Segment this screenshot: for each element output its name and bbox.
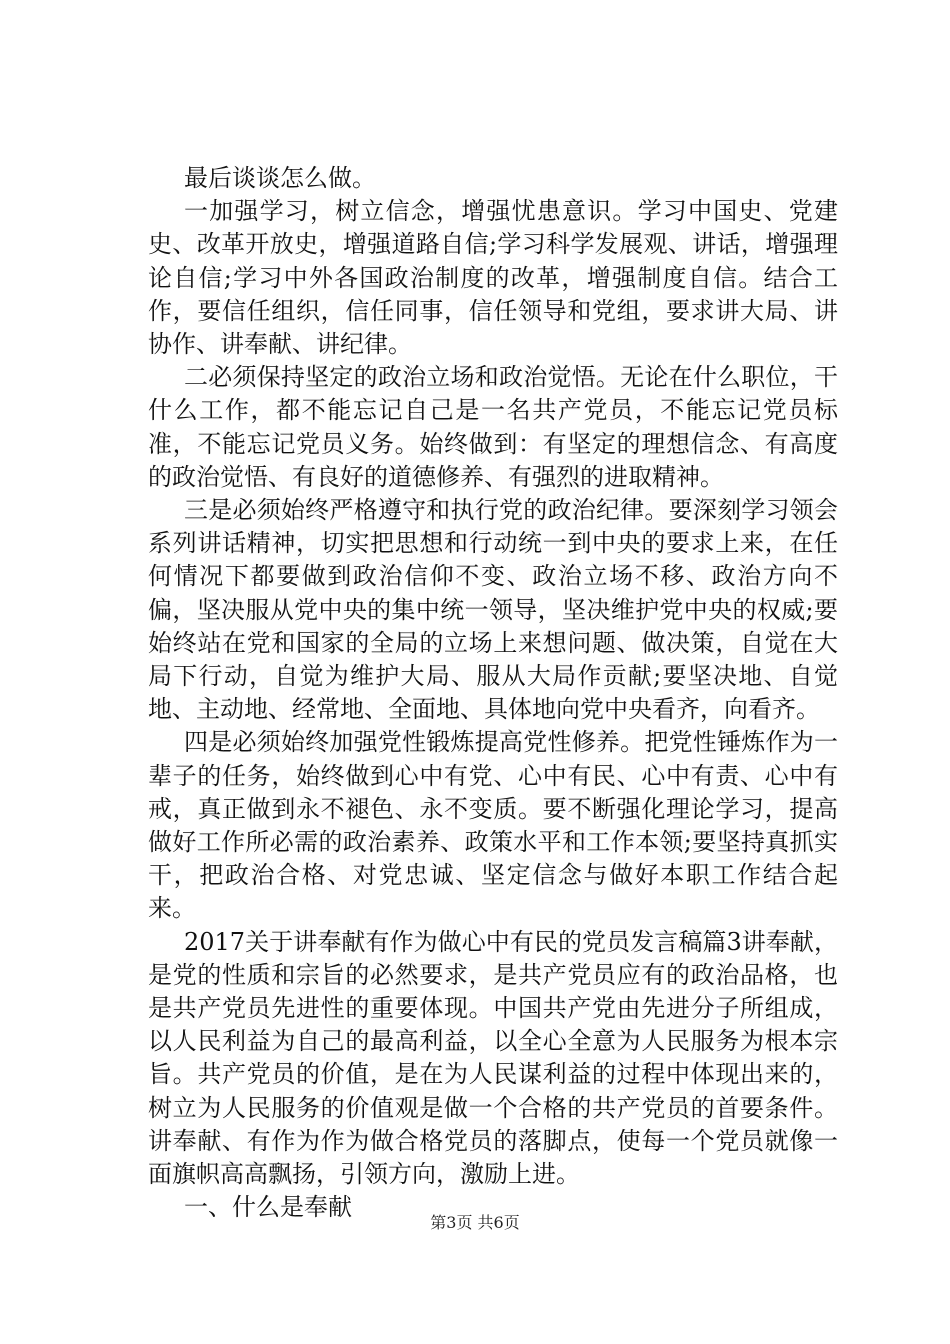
section-heading-what-is-dedication: 一、什么是奉献 xyxy=(184,1193,352,1222)
paragraph-point-one: 一加强学习，树立信念，增强忧患意识。学习中国史、党建史、改革开放史，增强道路自信;学习科学发展观、讲话，增强理论自信;学习中外各国政治制度的改革，增强制度自信。结合工作，要信任组织，信任同事，信任领导和党组，要求讲大局、讲协作、讲奉献、讲纪律。 xyxy=(148,197,838,359)
paragraph-point-two: 二必须保持坚定的政治立场和政治觉悟。无论在什么职位，干什么工作，都不能忘记自己是一名共产党员，不能忘记党员标准，不能忘记党员义务。始终做到：有坚定的理想信念、有高度的政治觉悟、有良好的道德修养、有强烈的进取精神。 xyxy=(148,363,838,491)
paragraph-point-three: 三是必须始终严格遵守和执行党的政治纪律。要深刻学习领会系列讲话精神，切实把思想和行动统一到中央的要求上来，在任何情况下都要做到政治信仰不变、政治立场不移、政治方向不偏，坚决服从党中央的集中统一领导，坚决维护党中央的权威;要始终站在党和国家的全局的立场上来想问题、做决策，自觉在大局下行动，自觉为维护大局、服从大局作贡献;要坚决地、自觉地、主动地、经常地、全面地、具体地向党中央看齐，向看齐。 xyxy=(148,496,838,724)
document-body xyxy=(148,162,838,1225)
paragraph-how-to-do: 最后谈谈怎么做。 xyxy=(184,164,376,192)
page-footer: 第3页 共6页 xyxy=(430,1213,520,1232)
paragraph-article-three: 2017关于讲奉献有作为做心中有民的党员发言稿篇3讲奉献，是党的性质和宗旨的必然要求，是共产党员应有的政治品格，也是共产党员先进性的重要体现。中国共产党由先进分子所组成，以人民利益为自己的最高利益，以全心全意为人民服务为根本宗旨。共产党员的价值，是在为人民谋利益的过程中体现出来的，树立为人民服务的价值观是做一个合格的共产党员的首要条件。讲奉献、有作为作为做合格党员的落脚点，使每一个党员就像一面旗帜高高飘扬，引领方向，激励上进。 xyxy=(148,927,838,1189)
paragraph-point-four: 四是必须始终加强党性锻炼提高党性修养。把党性锤炼作为一辈子的任务，始终做到心中有党、心中有民、心中有责、心中有戒，真正做到永不褪色、永不变质。要不断强化理论学习，提高做好工作所必需的政治素养、政策水平和工作本领;要坚持真抓实干，把政治合格、对党忠诚、坚定信念与做好本职工作结合起来。 xyxy=(148,728,838,923)
